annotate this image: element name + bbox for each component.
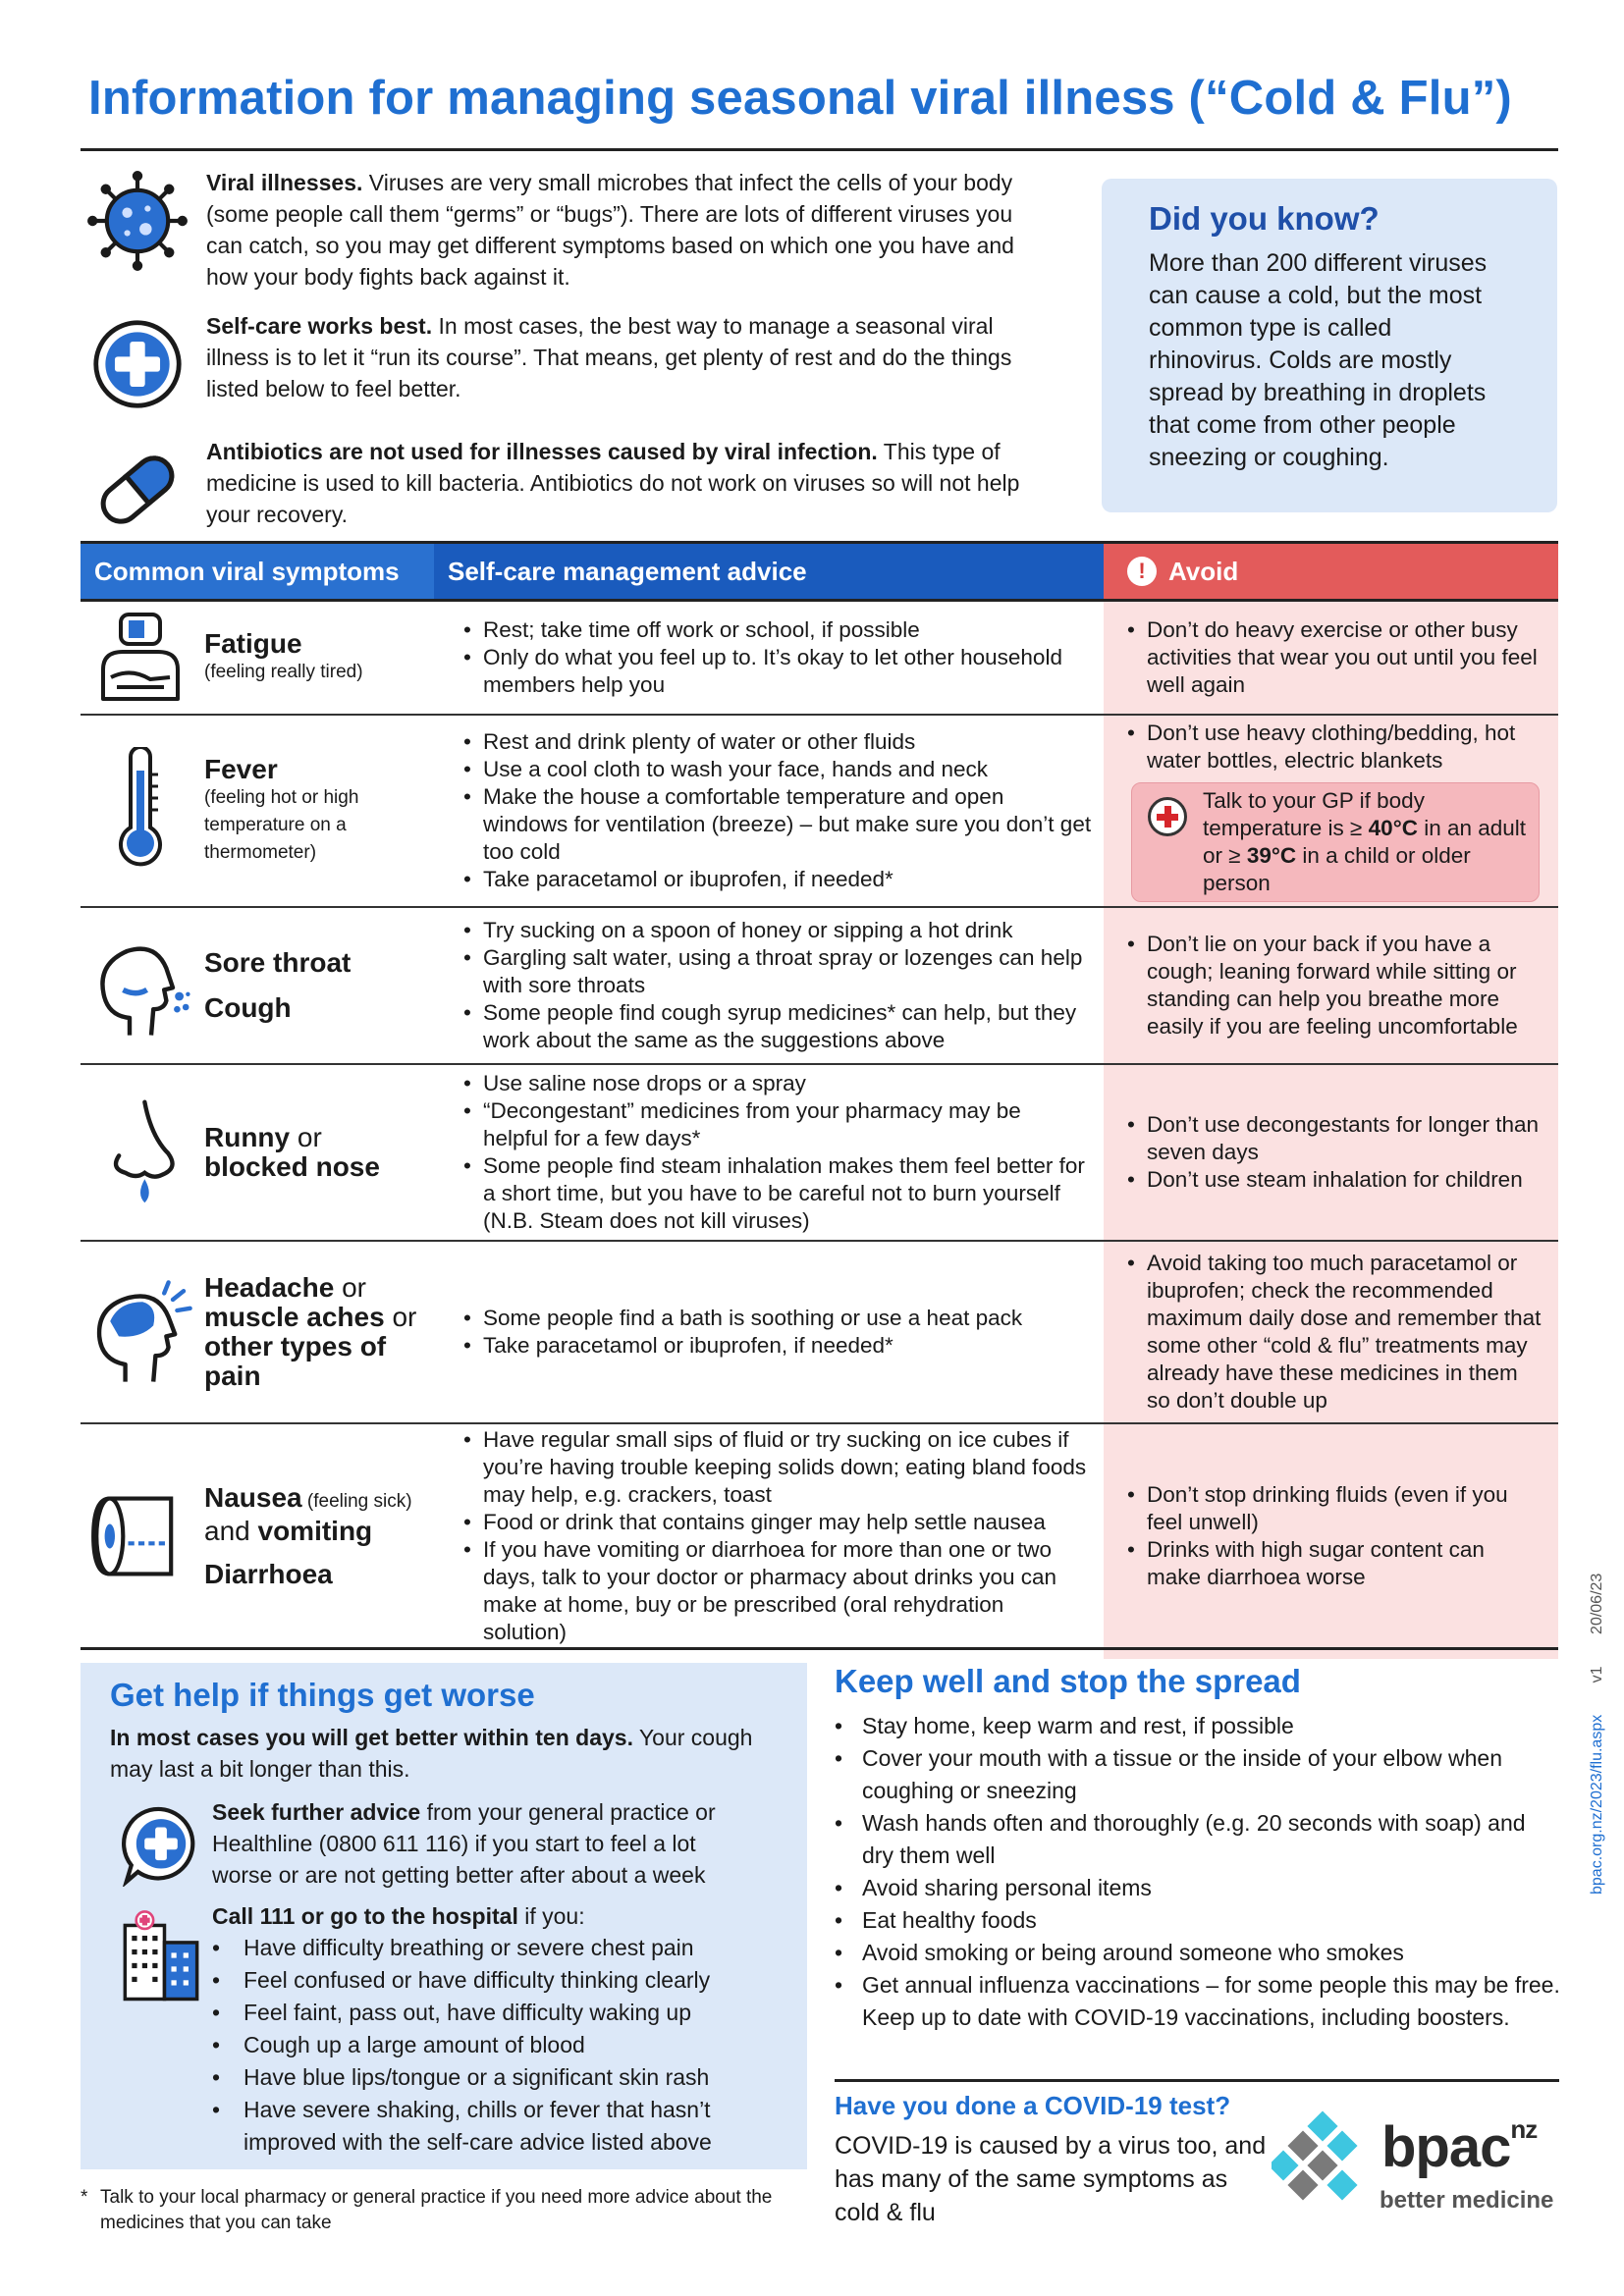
diamond-logo-icon [1272,2110,1380,2218]
header-symptoms: Common viral symptoms [81,544,434,599]
symptom-name: Cough [204,992,292,1023]
thermometer-icon [81,716,200,906]
avoid-list: • Don’t use decongestants for longer than seven days • Don’t use steam inhalation for children [1127,1111,1544,1194]
symptom-name: and vomiting [204,1515,373,1546]
symptom-name: Nausea (feeling sick) [204,1481,412,1513]
capsule-icon [79,436,196,544]
fatigue-icon [81,602,200,714]
symptom-name: other types of pain [204,1331,387,1391]
table-row [81,716,1558,908]
toilet-roll-icon [81,1424,200,1647]
side-reference: bpac.org.nz/2023/flu.aspx v1 20/06/23 [1589,1573,1605,1895]
symptom-table [81,602,1558,1650]
get-help-lead: In most cases you will get better within ten days. Your cough may last a bit longer than this. [110,1725,753,1782]
covid-section [835,2091,1267,2229]
did-you-know-text: More than 200 different viruses can cause a cold, but the most common type is called rhinovirus. Colds are mostly spread by breathing in droplets that come from other people sneezing or coughing. [1149,249,1488,471]
coughing-head-icon [81,908,200,1063]
avoid-list: • Don’t do heavy exercise or other busy activities that wear you out until you feel well again [1127,616,1544,699]
avoid-list: • Don’t stop drinking fluids (even if you feel unwell) • Drinks with high sugar content can make diarrhoea worse [1127,1481,1544,1591]
avoid-list: • Don’t use heavy clothing/bedding, hot water bottles, electric blankets [1127,720,1544,774]
call-111: Call 111 or go to the hospital if you: • Have difficulty breathing or severe chest pain • Feel confused or have difficulty thinking clearly • Feel faint, pass out, have difficulty waking up • Cough up a large amount of blood • Have blue lips/tongue or a significant skin rash • Have severe shaking, chills or fever that hasn’t improved with the self-care advice listed above [110,1900,778,2159]
hospital-icon [110,1900,212,2159]
keep-well-title: Keep well and stop the spread [835,1663,1301,1699]
advice-list: • Rest and drink plenty of water or other fluids • Use a cool cloth to wash your face, hands and neck • Make the house a comfortable temperature and open windows for ventilation (breeze) – but make sure you don’t get too cold • Take paracetamol or ibuprofen, if needed* [463,728,1092,893]
title-divider [81,148,1558,151]
symptom-name: Runny or [204,1122,322,1152]
medical-cross-icon [1148,797,1187,836]
symptom-desc: (feeling really tired) [204,662,363,682]
get-help-panel [81,1663,807,2169]
covid-text: COVID-19 is caused by a virus too, and has many of the same symptoms as cold & flu [835,2132,1267,2226]
page-title: Information for managing seasonal viral illness (“Cold & Flu”) [88,72,1512,125]
headache-icon [81,1242,200,1422]
footnote: * Talk to your local pharmacy or general practice if you need more advice about the medicines that you can take [81,2187,773,2233]
warning-icon: ! [1127,557,1157,586]
intro-selfcare: Self-care works best. In most cases, the best way to manage a seasonal viral illness is to let it “run its course”. That means, get plenty of rest and do the things listed below to feel better. [79,310,1060,418]
covid-title: Have you done a COVID-19 test? [835,2091,1231,2120]
symptom-name: Headache or [204,1272,366,1303]
intro-section [79,167,1060,561]
symptom-name: Fatigue [204,628,302,659]
did-you-know-panel [1102,179,1557,512]
symptom-name: muscle aches or [204,1302,417,1332]
keep-well-section [835,1663,1561,2034]
advice-list: • Use saline nose drops or a spray • “Decongestant” medicines from your pharmacy may be helpful for a few days* • Some people find steam inhalation makes them feel better for a short time, but you have to be careful not to burn yourself (N.B. Steam does not kill viruses) [463,1070,1092,1235]
avoid-list: • Avoid taking too much paracetamol or ibuprofen; check the recommended maximum daily dose and remember that some other “cold & flu” treatments may already have these medicines in them so don’t double up [1127,1250,1544,1415]
intro-antibiotics: Antibiotics are not used for illnesses caused by viral infection. This type of medicine is used to kill bacteria. Antibiotics do not work on viruses so will not help your recovery. [79,436,1060,544]
table-row [81,1242,1558,1424]
seek-advice: Seek further advice from your general practice or Healthline (0800 611 116) if you start to feel a lot worse or are not getting better after about a week [110,1796,778,1891]
symptom-name: blocked nose [204,1151,380,1182]
virus-icon [79,167,196,275]
speech-cross-icon [110,1796,212,1891]
source-url[interactable]: bpac.org.nz/2023/flu.aspx [1589,1714,1605,1895]
avoid-list: • Don’t lie on your back if you have a cough; leaning forward while sitting or standing can help you breathe more easily if you are feeling uncomfortable [1127,931,1544,1041]
symptom-desc: (feeling hot or high temperature on a thermometer) [204,787,359,863]
advice-list: • Rest; take time off work or school, if possible • Only do what you feel up to. It’s okay to let other household members help you [463,616,1092,699]
intro-viral: Viral illnesses. Viruses are very small microbes that infect the cells of your body (some people call them “germs” or “bugs”). There are lots of different viruses you can catch, so you may get different symptoms based on which one you have and how your body fights back against it. [79,167,1060,293]
table-row [81,1424,1558,1650]
advice-list: • Have regular small sips of fluid or try sucking on ice cubes if you’re having trouble keeping solids down; eating bland foods may help, e.g. crackers, toast • Food or drink that contains ginger may help settle nausea • If you have vomiting or diarrhoea for more than one or two days, talk to your doctor or pharmacy about drinks you can make at home, buy or be prescribed (oral rehydration solution) [463,1426,1092,1646]
get-help-title: Get help if things get worse [110,1677,535,1713]
table-header [81,544,1558,599]
symptom-name: Fever [204,754,278,784]
table-row [81,602,1558,716]
symptom-name: Sore throat [204,947,352,978]
keep-well-list: • Stay home, keep warm and rest, if possible • Cover your mouth with a tissue or the inside of your elbow when coughing or sneezing • Wash hands often and thoroughly (e.g. 20 seconds with soap) and dry them well • Avoid sharing personal items • Eat healthy foods • Avoid smoking or being around someone who smokes • Get annual influenza vaccinations – for some people this may be free. Keep up to date with COVID-19 vaccinations, including boosters. [835,1710,1561,2034]
symptom-name: Diarrhoea [204,1558,333,1589]
header-avoid: ! Avoid [1104,544,1558,599]
did-you-know-title: Did you know? [1149,200,1380,237]
table-row [81,1065,1558,1242]
gp-alert-box: Talk to your GP if body temperature is ≥ 40°C in an adult or ≥ 39°C in a child or older person [1131,782,1540,902]
medical-cross-icon [79,310,196,418]
bpac-logo: bpac$^{nz}$ better medicine [1272,2110,1566,2223]
advice-list: • Some people find a bath is soothing or use a heat pack • Take paracetamol or ibuprofen, if needed* [463,1305,1022,1360]
nose-icon [81,1065,200,1240]
advice-list: • Try sucking on a spoon of honey or sipping a hot drink • Gargling salt water, using a throat spray or lozenges can help with sore throats • Some people find cough syrup medicines* can help, but they work about the same as the suggestions above [463,917,1092,1054]
table-row [81,908,1558,1065]
header-advice: Self-care management advice [434,544,1104,599]
emergency-list: • Have difficulty breathing or severe chest pain • Feel confused or have difficulty thinking clearly • Feel faint, pass out, have difficulty waking up • Cough up a large amount of blood • Have blue lips/tongue or a significant skin rash • Have severe shaking, chills or fever that hasn’t improved with the self-care advice listed above [212,1932,762,2159]
